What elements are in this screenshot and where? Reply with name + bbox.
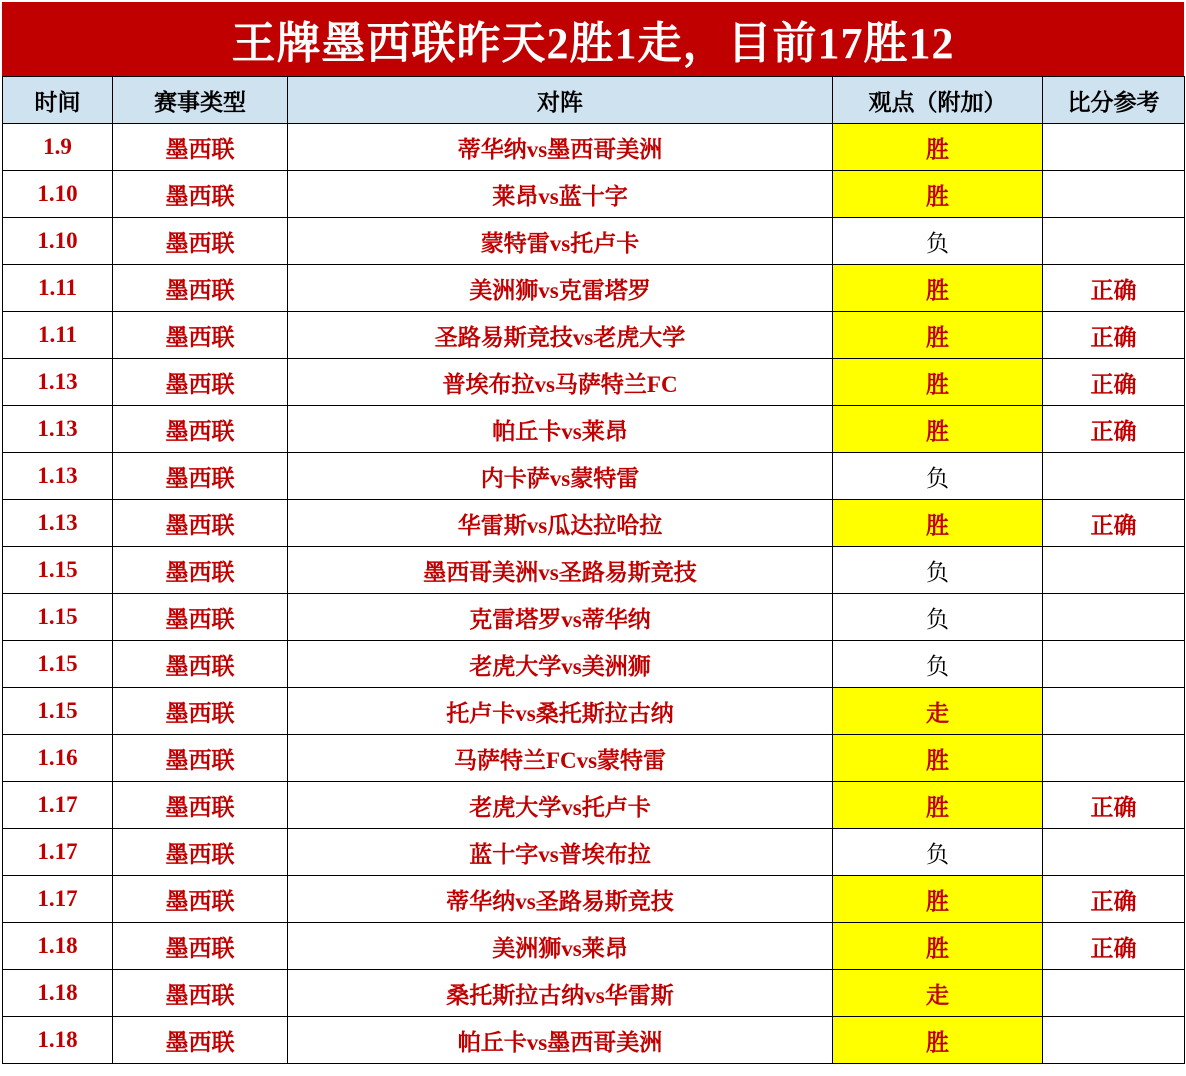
cell-score-result: [1043, 970, 1185, 1017]
cell-league-type: 墨西联: [113, 782, 288, 829]
cell-view: 负: [833, 547, 1043, 594]
predictions-table: [2, 76, 1185, 1064]
cell-match: 普埃布拉vs马萨特兰FC: [288, 359, 833, 406]
cell-view: 胜: [833, 735, 1043, 782]
cell-time: 1.13: [3, 406, 113, 453]
cell-view: 胜: [833, 312, 1043, 359]
cell-league-type: 墨西联: [113, 312, 288, 359]
cell-league-type: 墨西联: [113, 265, 288, 312]
table-row: [3, 265, 1185, 312]
table-row: [3, 970, 1185, 1017]
prediction-table-page: [0, 2, 1186, 1076]
cell-score-result: [1043, 218, 1185, 265]
cell-match: 华雷斯vs瓜达拉哈拉: [288, 500, 833, 547]
cell-view: 胜: [833, 171, 1043, 218]
cell-match: 蒙特雷vs托卢卡: [288, 218, 833, 265]
cell-score-result: 正确: [1043, 312, 1185, 359]
cell-league-type: 墨西联: [113, 594, 288, 641]
column-header-match: 对阵: [288, 77, 833, 124]
cell-time: 1.15: [3, 547, 113, 594]
table-row: [3, 406, 1185, 453]
page-title: 王牌墨西联昨天2胜1走，目前17胜12: [231, 19, 955, 68]
cell-time: 1.15: [3, 641, 113, 688]
cell-score-result: 正确: [1043, 782, 1185, 829]
cell-score-result: 正确: [1043, 406, 1185, 453]
cell-league-type: 墨西联: [113, 406, 288, 453]
column-header-type: 赛事类型: [113, 77, 288, 124]
cell-score-result: [1043, 453, 1185, 500]
column-header-score: 比分参考: [1043, 77, 1185, 124]
table-row: [3, 312, 1185, 359]
cell-match: 美洲狮vs莱昂: [288, 923, 833, 970]
cell-match: 老虎大学vs美洲狮: [288, 641, 833, 688]
table-row: [3, 594, 1185, 641]
cell-score-result: [1043, 1017, 1185, 1064]
cell-match: 蒂华纳vs圣路易斯竞技: [288, 876, 833, 923]
cell-score-result: [1043, 829, 1185, 876]
cell-score-result: 正确: [1043, 876, 1185, 923]
table-row: [3, 500, 1185, 547]
cell-view: 负: [833, 594, 1043, 641]
cell-time: 1.13: [3, 500, 113, 547]
table-row: [3, 124, 1185, 171]
table-row: [3, 171, 1185, 218]
table-row: [3, 1017, 1185, 1064]
table-row: [3, 641, 1185, 688]
cell-view: 胜: [833, 1017, 1043, 1064]
cell-score-result: [1043, 688, 1185, 735]
cell-view: 走: [833, 688, 1043, 735]
title-banner: [2, 2, 1184, 76]
cell-match: 马萨特兰FCvs蒙特雷: [288, 735, 833, 782]
cell-match: 帕丘卡vs墨西哥美洲: [288, 1017, 833, 1064]
cell-time: 1.11: [3, 265, 113, 312]
cell-match: 莱昂vs蓝十字: [288, 171, 833, 218]
table-row: [3, 829, 1185, 876]
cell-time: 1.13: [3, 453, 113, 500]
cell-score-result: [1043, 641, 1185, 688]
table-row: [3, 547, 1185, 594]
cell-time: 1.9: [3, 124, 113, 171]
cell-view: 负: [833, 218, 1043, 265]
cell-time: 1.18: [3, 1017, 113, 1064]
cell-time: 1.18: [3, 923, 113, 970]
cell-score-result: [1043, 547, 1185, 594]
table-header-row: [3, 77, 1185, 124]
cell-time: 1.16: [3, 735, 113, 782]
cell-time: 1.15: [3, 594, 113, 641]
table-body: [3, 124, 1185, 1064]
cell-match: 蓝十字vs普埃布拉: [288, 829, 833, 876]
cell-match: 桑托斯拉古纳vs华雷斯: [288, 970, 833, 1017]
cell-view: 负: [833, 641, 1043, 688]
cell-league-type: 墨西联: [113, 124, 288, 171]
table-header: [3, 77, 1185, 124]
column-header-time: 时间: [3, 77, 113, 124]
cell-time: 1.10: [3, 218, 113, 265]
cell-match: 老虎大学vs托卢卡: [288, 782, 833, 829]
cell-score-result: [1043, 594, 1185, 641]
cell-league-type: 墨西联: [113, 359, 288, 406]
cell-league-type: 墨西联: [113, 547, 288, 594]
table-row: [3, 782, 1185, 829]
cell-league-type: 墨西联: [113, 876, 288, 923]
cell-view: 胜: [833, 124, 1043, 171]
cell-view: 胜: [833, 876, 1043, 923]
cell-league-type: 墨西联: [113, 829, 288, 876]
table-row: [3, 218, 1185, 265]
cell-time: 1.18: [3, 970, 113, 1017]
cell-view: 胜: [833, 265, 1043, 312]
cell-view: 走: [833, 970, 1043, 1017]
cell-score-result: [1043, 124, 1185, 171]
cell-time: 1.10: [3, 171, 113, 218]
cell-league-type: 墨西联: [113, 923, 288, 970]
cell-match: 内卡萨vs蒙特雷: [288, 453, 833, 500]
cell-view: 胜: [833, 359, 1043, 406]
cell-league-type: 墨西联: [113, 453, 288, 500]
cell-match: 克雷塔罗vs蒂华纳: [288, 594, 833, 641]
cell-view: 负: [833, 453, 1043, 500]
cell-league-type: 墨西联: [113, 1017, 288, 1064]
cell-score-result: 正确: [1043, 500, 1185, 547]
cell-time: 1.11: [3, 312, 113, 359]
table-row: [3, 688, 1185, 735]
cell-score-result: 正确: [1043, 923, 1185, 970]
cell-score-result: [1043, 171, 1185, 218]
column-header-view: 观点（附加）: [833, 77, 1043, 124]
table-row: [3, 923, 1185, 970]
cell-match: 圣路易斯竞技vs老虎大学: [288, 312, 833, 359]
cell-league-type: 墨西联: [113, 218, 288, 265]
table-row: [3, 735, 1185, 782]
cell-time: 1.15: [3, 688, 113, 735]
table-row: [3, 876, 1185, 923]
cell-league-type: 墨西联: [113, 641, 288, 688]
cell-view: 胜: [833, 923, 1043, 970]
cell-league-type: 墨西联: [113, 500, 288, 547]
cell-score-result: [1043, 735, 1185, 782]
cell-time: 1.17: [3, 829, 113, 876]
cell-match: 蒂华纳vs墨西哥美洲: [288, 124, 833, 171]
cell-time: 1.13: [3, 359, 113, 406]
cell-match: 托卢卡vs桑托斯拉古纳: [288, 688, 833, 735]
cell-time: 1.17: [3, 782, 113, 829]
cell-view: 胜: [833, 500, 1043, 547]
cell-match: 帕丘卡vs莱昂: [288, 406, 833, 453]
cell-view: 胜: [833, 782, 1043, 829]
table-row: [3, 359, 1185, 406]
cell-league-type: 墨西联: [113, 970, 288, 1017]
table-row: [3, 453, 1185, 500]
cell-score-result: 正确: [1043, 265, 1185, 312]
cell-league-type: 墨西联: [113, 688, 288, 735]
cell-league-type: 墨西联: [113, 735, 288, 782]
cell-score-result: 正确: [1043, 359, 1185, 406]
cell-match: 美洲狮vs克雷塔罗: [288, 265, 833, 312]
cell-time: 1.17: [3, 876, 113, 923]
cell-match: 墨西哥美洲vs圣路易斯竞技: [288, 547, 833, 594]
cell-view: 胜: [833, 406, 1043, 453]
cell-view: 负: [833, 829, 1043, 876]
cell-league-type: 墨西联: [113, 171, 288, 218]
